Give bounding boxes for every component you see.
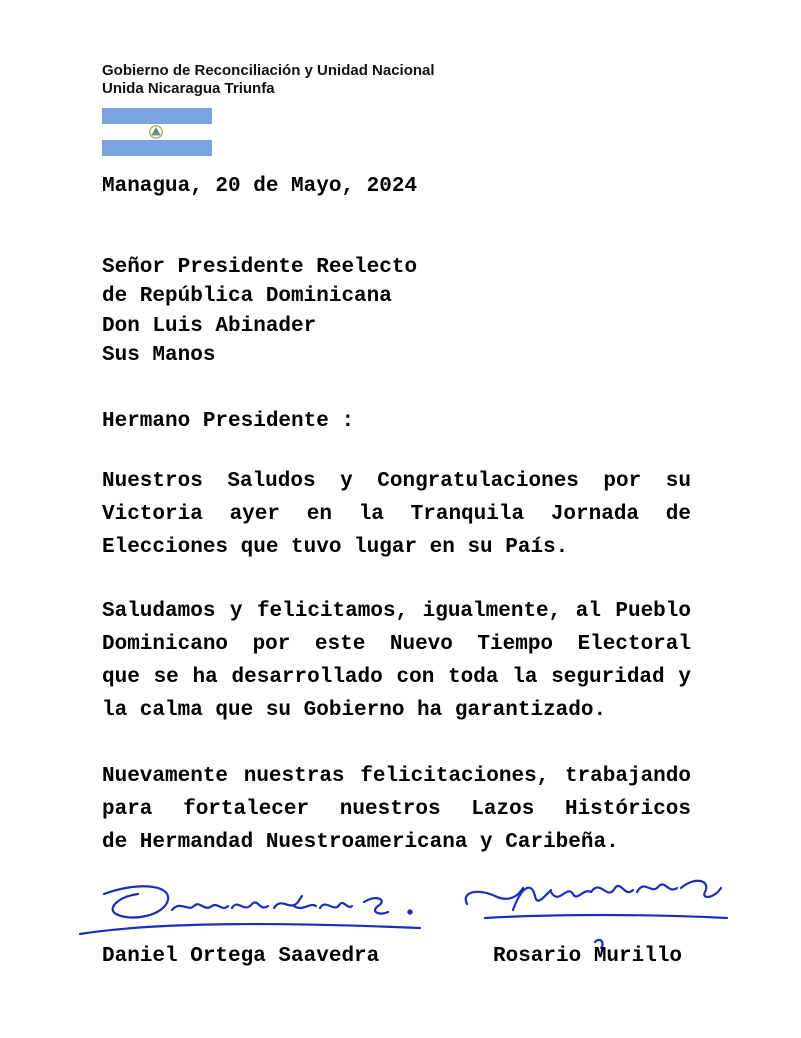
paragraph-greetings [102,595,691,727]
paragraph-line: Victoria ayer en la Tranquila Jornada de [102,503,691,526]
recipient-line: Señor Presidente Reelecto [102,256,418,279]
paragraph-line: Saludamos y felicitamos, igualmente, al Pueblo [102,600,691,623]
paragraph-congratulations [102,465,691,564]
paragraph-line: Nuevamente nuestras felicitaciones, trabajando [102,765,691,788]
paragraph-closing [102,760,691,859]
paragraph-line: Dominicano por este Nuevo Tiempo Electoral [102,633,691,656]
letterhead-government: Gobierno de Reconciliación y Unidad Nacional [102,62,435,79]
signer-name-daniel-ortega: Daniel Ortega Saavedra [102,945,380,968]
recipient-line: Sus Manos [102,343,216,367]
signer-name-rosario-murillo: Rosario Murillo [493,945,683,968]
paragraph-line: que se ha desarrollado con toda la seguridad y [102,666,691,689]
coat-of-arms-icon [149,125,163,139]
signature-rosario-murillo [455,858,735,950]
recipient-line: Don Luis Abinader [102,314,317,338]
paragraph-line: la calma que su Gobierno ha garantizado. [102,699,607,722]
paragraph-line: Elecciones que tuvo lugar en su País. [102,536,569,559]
letter-date: Managua, 20 de Mayo, 2024 [102,175,418,198]
paragraph-line: de Hermandad Nuestroamericana y Caribeña. [102,831,619,854]
signature-daniel-ortega [76,872,426,944]
recipient-line: de República Dominicana [102,285,392,309]
letterhead [102,62,435,98]
paragraph-line: para fortalecer nuestros Lazos Históricos [102,798,691,821]
paragraph-line: Nuestros Saludos y Congratulaciones por su [102,470,691,493]
salutation: Hermano Presidente : [102,410,355,433]
recipient-block [102,253,417,370]
letterhead-slogan: Unida Nicaragua Triunfa [102,80,275,97]
nicaragua-flag-icon [102,108,212,156]
